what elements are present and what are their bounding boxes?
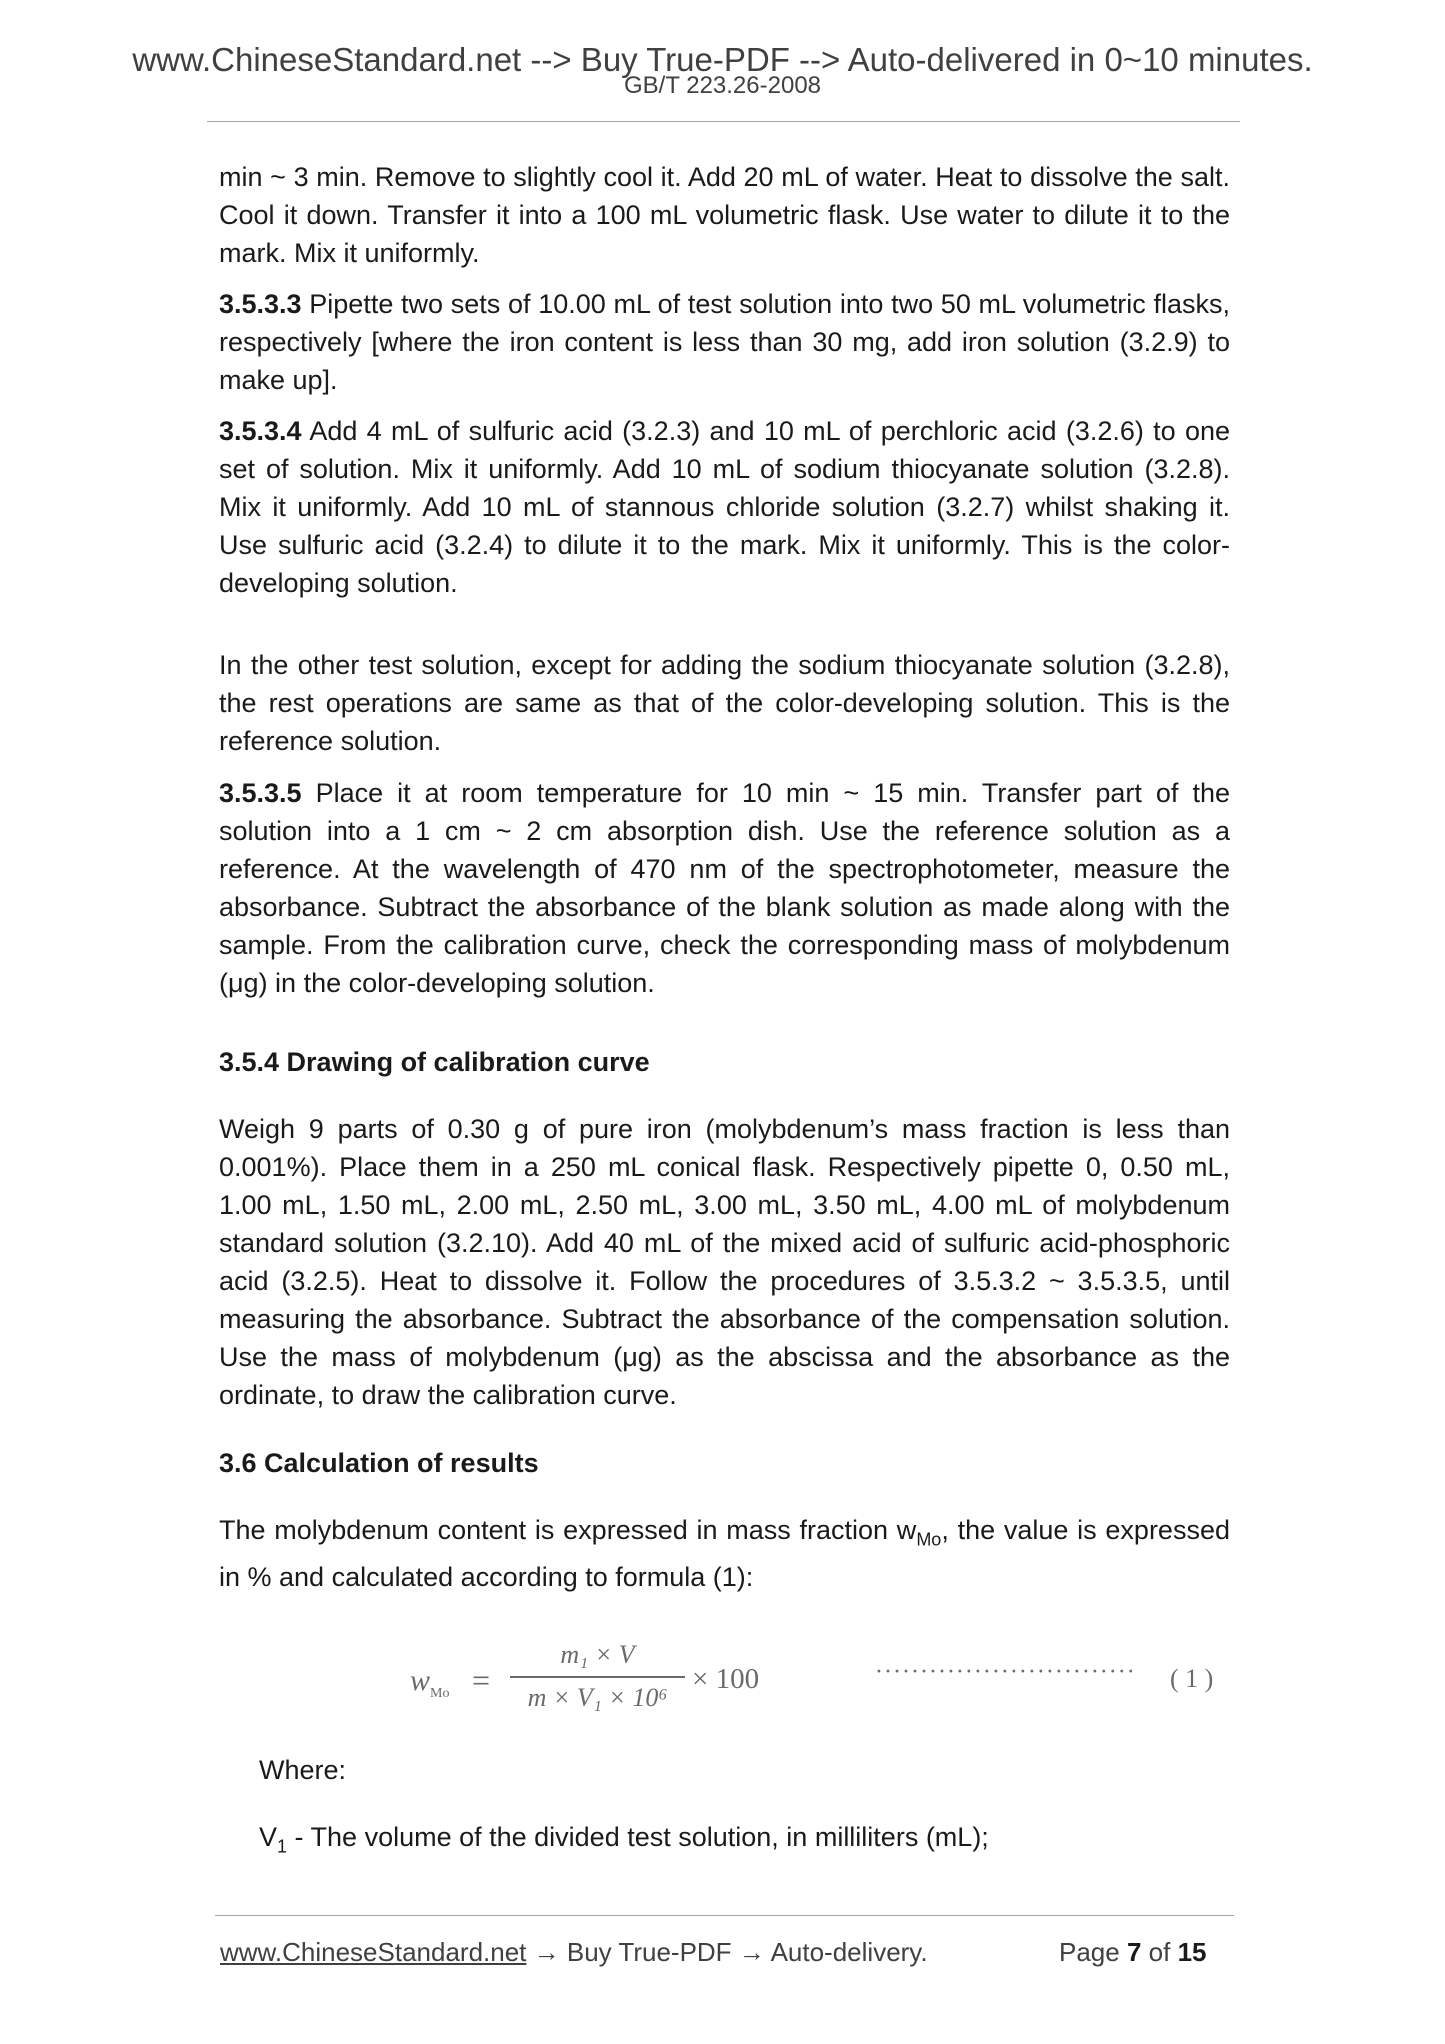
paragraph-reference-solution: In the other test solution, except for adding the sodium thiocyanate solution (3.2.8), the rest operations are same as that of the color-developing solution. This is the reference solution. [219,650,1230,756]
formula-denominator: m × V₁ × 10⁶ [527,1683,668,1712]
formula-equals: = [472,1662,491,1698]
clause-number: 3.5.3.3 [219,289,302,319]
footer-site-link[interactable]: www.ChineseStandard.net [220,1937,527,1967]
formula-number: ( 1 ) [1170,1664,1214,1693]
header-divider [207,121,1240,122]
formula-lhs: $w_{Mo}$ [410,1664,450,1701]
formula-multiplier: × 100 [692,1663,760,1695]
paragraph-formula-intro: The molybdenum content is expressed in mass fraction $w_{Mo}$, the value is expressed in % and calculated according to formula (1): [219,1515,1230,1593]
paragraph-calibration: Weigh 9 parts of 0.30 g of pure iron (molybdenum’s mass fraction is less than 0.001%). Place them in a 250 mL conical flask. Respectively pipette 0, 0.50 mL, 1.00 mL, 1.50 mL, 2.00 mL, 2.50 mL, 3.00 mL, 3.50 mL, 4.00 mL of molybdenum standard solution (3.2.10). Add 40 mL of the mixed acid of sulfuric acid-phosphoric acid (3.2.5). Heat to dissolve it. Follow the procedures of 3.5.3.2 ~ 3.5.3.5, until measuring the absorbance. Subtract the absorbance of the compensation solution. Use the mass of molybdenum (μg) as the abscissa and the absorbance as the ordinate, to draw the calibration curve. [219,1114,1230,1410]
document-code: GB/T 223.26-2008 [623,72,822,99]
where-label: Where: [259,1755,347,1785]
section-heading-calculation: 3.6 Calculation of results [219,1448,539,1478]
formula-fraction [510,1636,685,1716]
section-heading-calibration: 3.5.4 Drawing of calibration curve [219,1047,650,1077]
paragraph-3-5-3-4 [219,412,1230,602]
fraction-bar [510,1676,685,1678]
formula-numerator: m₁ × V [560,1640,635,1669]
current-page: 7 [1126,1937,1142,1967]
clause-text: Pipette two sets of 10.00 mL of test solution into two 50 mL volumetric flasks, respectively [where the iron content is less than 30 mg, add iron solution (3.2.9) to make up]. [219,289,1230,395]
formula-1 [410,1636,1240,1726]
clause-text: Add 4 mL of sulfuric acid (3.2.3) and 10 mL of perchloric acid (3.2.6) to one set of solution. Mix it uniformly. Add 10 mL of sodium thiocyanate solution (3.2.8). Mix it uniformly. Add 10 mL of stannous chloride solution (3.2.7) whilst shaking it. Use sulfuric acid (3.2.4) to dilute it to the mark. Mix it uniformly. This is the color-developing solution. [219,416,1230,598]
paragraph-3-5-3-3 [219,285,1230,399]
footer-links [220,1936,928,1968]
total-pages: 15 [1177,1937,1207,1967]
header-banner[interactable]: www.ChineseStandard.net --> Buy True-PDF --> Auto-delivered in 0~10 minutes. [132,41,1313,78]
clause-number: 3.5.3.4 [219,416,302,446]
formula-leader-dots: ····························· [875,1659,1136,1685]
footer-divider [215,1915,1234,1916]
clause-text: Place it at room temperature for 10 min ~ 15 min. Transfer part of the solution into a 1 cm ~ 2 cm absorption dish. Use the reference solution as a reference. At the wavelength of 470 nm of the spectrophotometer, measure the absorbance. Subtract the absorbance of the blank solution as made along with the sample. From the calibration curve, check the corresponding mass of molybdenum (μg) in the color-developing solution. [219,778,1230,998]
clause-number: 3.5.3.5 [219,778,302,808]
page-indicator: Page 7 of 15 [1059,1937,1207,1967]
paragraph-continuation: min ~ 3 min. Remove to slightly cool it. Add 20 mL of water. Heat to dissolve the salt. Cool it down. Transfer it into a 100 mL volumetric flask. Use water to dilute it to the mark. Mix it uniformly. [219,162,1230,268]
variable-definition-v1: $V_1$ - The volume of the divided test solution, in milliliters (mL); [259,1822,989,1857]
paragraph-3-5-3-5 [219,774,1230,1002]
footer-tagline: → Buy True-PDF → Auto-delivery. [526,1937,928,1967]
